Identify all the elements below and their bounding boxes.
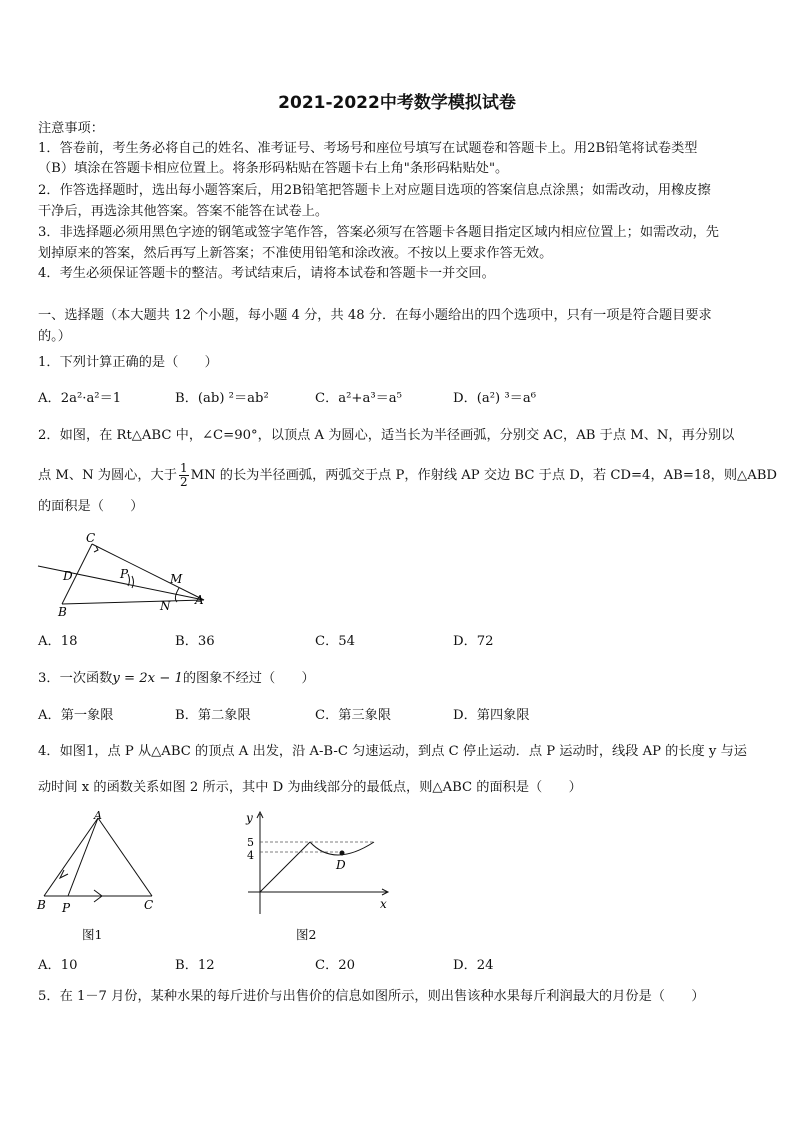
label-d: D [336,858,346,872]
tick-4: 4 [247,849,254,862]
figure-1-caption: 图1 [82,927,103,942]
tick-5: 5 [247,836,254,849]
label-c: C [144,898,154,912]
q1-option-a: A．2a²·a²＝1 [38,391,122,406]
label-p: P [62,901,71,915]
notice-line: 4．考生必须保证答题卡的整洁。考试结束后，请将本试卷和答题卡一并交回。 [38,266,495,281]
notice-line: 划掉原来的答案，然后再写上新答案；不准使用铅笔和涂改液。不按以上要求作答无效。 [38,246,553,261]
q4-figure-1 [34,810,164,920]
question-5-stem: 5．在 1－7 月份，某种水果的每斤进价与出售价的信息如图所示，则出售该种水果每斤利润最大的月份是（ ） [38,989,705,1004]
q3-option-c: C．第三象限 [315,708,392,723]
q3-text-pre: 3．一次函数 [38,671,113,686]
fraction-denominator: 2 [179,475,188,489]
q3-option-a: A．第一象限 [38,708,114,723]
section-heading-cont: 的。） [38,329,71,344]
label-a: A [94,810,102,822]
q1-option-b: B．(ab) ²＝ab² [175,391,269,406]
notice-heading: 注意事项： [38,121,104,136]
q2-option-a: A．18 [38,634,78,649]
question-2-line1: 2．如图，在 Rt△ABC 中，∠C=90°，以顶点 A 为圆心，适当长为半径画弧，分别交 AC，AB 于点 M、N，再分别以 [38,428,735,443]
q4-figure-2-graph [236,808,396,918]
q3-equation: y = 2x − 1 [112,671,183,686]
q1-option-c: C．a²+a³＝a⁵ [315,391,402,406]
question-2-line2 [38,462,777,489]
notice-line: 1．答卷前，考生务必将自己的姓名、准考证号、考场号和座位号填写在试题卷和答题卡上。用2B铅笔将试卷类型 [38,141,698,156]
label-m: M [170,572,183,586]
q4-option-a: A．10 [38,958,78,973]
label-b: B [37,898,46,912]
q1-option-d: D．(a²) ³＝a⁶ [453,391,537,406]
q2-option-b: B．36 [175,634,215,649]
q2-option-d: D．72 [453,634,494,649]
question-1-stem: 1．下列计算正确的是（ ） [38,355,218,370]
label-n: N [160,599,171,613]
question-4-line2: 动时间 x 的函数关系如图 2 所示，其中 D 为曲线部分的最低点，则△ABC 的面积是（ ） [38,780,582,795]
label-a: A [195,593,204,607]
label-d: D [63,569,73,583]
notice-line: 2．作答选择题时，选出每小题答案后，用2B铅笔把答题卡上对应题目选项的答案信息点涂黑；如需改动，用橡皮擦 [38,183,711,198]
fraction-numerator: 1 [179,461,188,475]
q3-option-b: B．第二象限 [175,708,251,723]
q4-option-b: B．12 [175,958,215,973]
q2-text-post: MN 的长为半径画弧，两弧交于点 P，作射线 AP 交边 BC 于点 D，若 CD=4，AB=18，则△ABD [190,468,777,483]
y-axis-label: y [246,811,253,825]
label-p: P [120,567,129,581]
label-b: B [58,605,67,619]
q4-option-d: D．24 [453,958,494,973]
question-2-line3: 的面积是（ ） [38,499,144,514]
half-fraction [179,462,189,489]
x-axis-label: x [380,897,387,911]
figure-2-caption: 图2 [296,927,317,942]
q2-option-c: C．54 [315,634,356,649]
question-4-line1: 4．如图1，点 P 从△ABC 的顶点 A 出发，沿 A-B-C 匀速运动，到点 C 停止运动．点 P 运动时，线段 AP 的长度 y 与运 [38,744,747,759]
section-heading: 一、选择题（本大题共 12 个小题，每小题 4 分，共 48 分．在每小题给出的四个选项中，只有一项是符合题目要求 [38,308,712,323]
page-title: 2021-2022中考数学模拟试卷 [278,93,516,113]
notice-line: 3．非选择题必须用黑色字迹的钢笔或签字笔作答，答案必须写在答题卡各题目指定区域内相应位置上；如需改动，先 [38,225,719,240]
question-3-stem [38,670,315,688]
minimum-point-d [340,851,345,856]
label-c: C [86,531,96,545]
q3-option-d: D．第四象限 [453,708,530,723]
notice-line: 干净后，再选涂其他答案。答案不能答在试卷上。 [38,204,329,219]
q2-triangle-figure [36,528,208,620]
q2-text-pre: 点 M、N 为圆心，大于 [38,468,177,483]
notice-line: （B）填涂在答题卡相应位置上。将条形码粘贴在答题卡右上角"条形码粘贴处"。 [38,161,509,176]
q3-text-post: 的图象不经过（ ） [182,671,315,686]
q4-option-c: C．20 [315,958,356,973]
